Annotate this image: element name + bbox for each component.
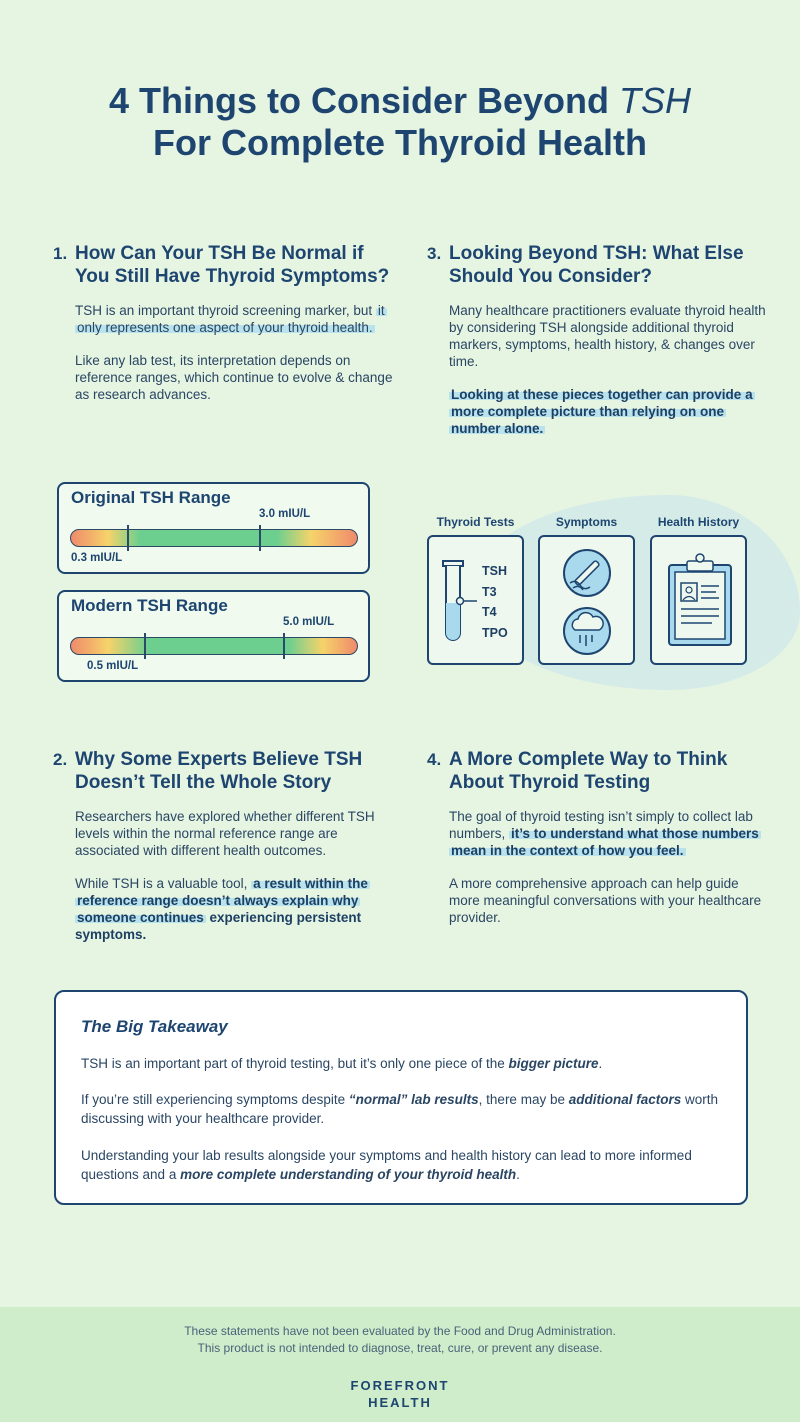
text: worth discussing with your healthcare provider. xyxy=(81,1092,718,1126)
text: Understanding your lab results alongside your symptoms and health history can lead to more informed questions and a xyxy=(81,1148,692,1182)
modern-range-card xyxy=(57,590,370,682)
text: . xyxy=(516,1167,520,1182)
section-heading-text: A More Complete Way to Think About Thyroid Testing xyxy=(449,749,728,793)
takeaway-box xyxy=(54,990,748,1205)
section-number: 2. xyxy=(53,750,68,769)
symptoms-icons xyxy=(540,537,637,667)
section-heading-text: Looking Beyond TSH: What Else Should You Consider? xyxy=(449,243,744,287)
section-heading-text: How Can Your TSH Be Normal if You Still Have Thyroid Symptoms? xyxy=(75,243,390,287)
range-high-tick xyxy=(259,525,261,551)
health-history-card xyxy=(650,535,747,665)
original-range-card xyxy=(57,482,370,574)
range-high-label: 5.0 mIU/L xyxy=(283,616,335,628)
footer xyxy=(0,1307,800,1422)
emphasis: “normal” lab results xyxy=(348,1092,479,1107)
range-low-label: 0.5 mIU/L xyxy=(87,660,139,672)
disclaimer-line1: These statements have not been evaluated by the Food and Drug Administration. xyxy=(184,1324,616,1338)
brand-logo xyxy=(0,1377,800,1411)
range-low-tick xyxy=(127,525,129,551)
section-heading-text: Why Some Experts Believe TSH Doesn’t Tell the Whole Story xyxy=(75,749,363,793)
text: TSH is an important thyroid screening marker, but xyxy=(75,303,376,318)
highlight: a result within the reference range doesn’t always explain why someone continues xyxy=(77,876,368,925)
range-bar xyxy=(70,637,358,655)
test-item: T4 xyxy=(482,605,497,619)
range-low-tick xyxy=(144,633,146,659)
section-2 xyxy=(53,748,393,943)
section-3-p1: Many healthcare practitioners evaluate thyroid health by considering TSH alongside additional thyroid markers, symptoms, health history, & changes over time. xyxy=(449,303,766,369)
text: TSH is an important part of thyroid testing, but it’s only one piece of the xyxy=(81,1056,509,1071)
test-item: TPO xyxy=(482,625,508,640)
section-1-heading xyxy=(53,242,393,288)
disclaimer-line2: This product is not intended to diagnose, treat, cure, or prevent any disease. xyxy=(197,1341,603,1355)
title-line2: For Complete Thyroid Health xyxy=(152,122,648,163)
section-4 xyxy=(427,748,767,926)
takeaway-heading: The Big Takeaway xyxy=(81,1017,228,1036)
range-title: Original TSH Range xyxy=(71,488,231,507)
section-1-p2: Like any lab test, its interpretation depends on reference ranges, which continue to evolve & change as research advances. xyxy=(75,353,393,402)
emphasis: bigger picture xyxy=(508,1056,599,1071)
section-2-p1: Researchers have explored whether different TSH levels within the normal reference range are associated with different health outcomes. xyxy=(75,809,375,858)
section-2-heading xyxy=(53,748,393,794)
text: , there may be xyxy=(478,1092,569,1107)
title-line1: 4 Things to Consider Beyond xyxy=(108,80,620,121)
section-4-p2: A more comprehensive approach can help guide more meaningful conversations with your healthcare provider. xyxy=(449,876,762,925)
text: The goal of thyroid testing isn’t simply to collect lab numbers, xyxy=(449,809,753,841)
takeaway-p3 xyxy=(81,1146,721,1184)
section-3-heading xyxy=(427,242,767,288)
section-number: 4. xyxy=(427,750,442,769)
range-low-label: 0.3 mIU/L xyxy=(71,552,123,564)
symptoms-card xyxy=(538,535,635,665)
highlight: it only represents one aspect of your thyroid health. xyxy=(77,303,385,335)
takeaway-p1 xyxy=(81,1054,721,1073)
emphasis: additional factors xyxy=(568,1092,682,1107)
health-history-label: Health History xyxy=(657,515,740,529)
section-4-p1 xyxy=(449,808,767,859)
test-item: TSH xyxy=(482,564,507,578)
takeaway-p2 xyxy=(81,1090,721,1128)
clipboard-icon xyxy=(652,537,749,667)
section-1 xyxy=(53,242,393,403)
highlight: it’s to understand what those numbers mean in the context of how you feel. xyxy=(451,826,759,858)
section-3-p2 xyxy=(449,386,767,437)
range-high-label: 3.0 mIU/L xyxy=(259,508,311,520)
text: If you’re still experiencing symptoms despite xyxy=(81,1092,349,1107)
thyroid-tests-label: Thyroid Tests xyxy=(436,515,515,529)
text: experiencing persistent symptoms. xyxy=(75,910,362,942)
page-title xyxy=(0,80,800,164)
comb-hair-icon xyxy=(564,550,610,596)
section-2-p2 xyxy=(75,875,393,943)
test-tube-icon xyxy=(429,537,489,667)
range-bar xyxy=(70,529,358,547)
section-3 xyxy=(427,242,767,437)
title-tsh: TSH xyxy=(619,80,692,121)
section-1-p1 xyxy=(75,302,393,336)
logo-line2: HEALTH xyxy=(368,1395,432,1410)
symptoms-label: Symptoms xyxy=(555,515,618,529)
highlight: Looking at these pieces together can provide a more complete picture than relying on one number alone. xyxy=(451,387,753,436)
emphasis: more complete understanding of your thyroid health xyxy=(180,1167,517,1182)
test-item: T3 xyxy=(482,584,497,599)
range-high-tick xyxy=(283,633,285,659)
test-list xyxy=(482,561,508,643)
rain-cloud-icon xyxy=(564,608,610,654)
range-title: Modern TSH Range xyxy=(71,596,228,615)
logo-line1: FOREFRONT xyxy=(350,1378,450,1393)
text: While TSH is a valuable tool, xyxy=(75,876,252,891)
text: . xyxy=(598,1056,603,1071)
thyroid-tests-card xyxy=(427,535,524,665)
section-4-heading xyxy=(427,748,767,794)
section-number: 1. xyxy=(53,244,68,263)
section-number: 3. xyxy=(427,244,442,263)
disclaimer xyxy=(0,1323,800,1357)
